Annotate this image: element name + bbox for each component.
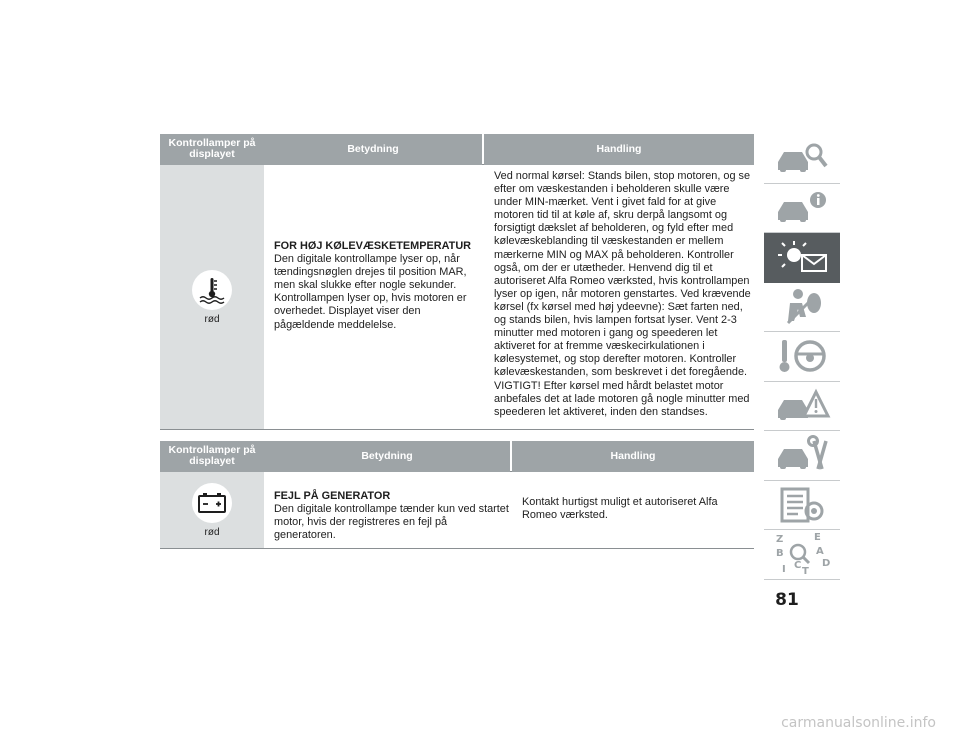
tab-car-info[interactable] bbox=[764, 184, 840, 234]
specifications-list-icon bbox=[768, 483, 836, 527]
tab-technical-data[interactable] bbox=[764, 481, 840, 531]
chapter-tabs bbox=[764, 134, 840, 580]
lamp-cell bbox=[160, 165, 264, 429]
index-letter: I bbox=[782, 564, 786, 576]
airbag-person-icon bbox=[768, 285, 836, 329]
tab-maintenance[interactable] bbox=[764, 431, 840, 481]
table-row bbox=[160, 165, 754, 430]
header-indicator: Kontrollamper på displayet bbox=[160, 441, 264, 472]
meaning-text: Den digitale kontrollampe lyser op, når tændingsnøglen drejes til position MAR, men skal slukke efter nogle sekunder. Kontrollampen lyser op, hvis motoren er overhedet. Displayet viser den pågældende meddelelse. bbox=[274, 253, 467, 331]
index-letter: C bbox=[794, 560, 802, 572]
action-cell: Ved normal kørsel: Stands bilen, stop motoren, og se efter om væskestanden i beholderen skulle være under MIN-mærket. Vent i givet fald for at give motoren tid til at køle af, skru derpå langsomt og forsigtigt dækslet af beholderen, og fyld efter med kølevæskeblanding til væskestanden er mellem mærkerne MIN og MAX på beholderen. Kontroller også, om der er utætheder. Henvend dig til et autoriseret Alfa Romeo værksted, hvis kontrollampen lyser op igen, når motoren genstartes. Ved krævende kørsel (fx kørsel med høj ydeevne): Sæt farten ned, og stands bilen, hvis lampen fortsat lyser. Vent 2-3 minutter med motoren i gang og speederen let aktiveret for at fremme væskecirkulationen i kølesystemet, og stop derefter motoren. Kontroller kølevæskestanden, som beskrevet i det foregående. VIGTIGT! Efter kørsel med hårdt belastet motor anbefales det at lade motoren gå nogle minutter med speederen let aktiveret, inden den standses. bbox=[494, 170, 751, 418]
header-action: Handling bbox=[512, 441, 754, 472]
tab-car-search[interactable] bbox=[764, 134, 840, 184]
index-letter: B bbox=[776, 548, 784, 560]
index-letter: T bbox=[802, 566, 809, 577]
lamp-badge bbox=[192, 270, 232, 310]
table-header bbox=[160, 134, 754, 165]
tab-index[interactable] bbox=[764, 530, 840, 580]
tab-warning-lights[interactable] bbox=[764, 233, 840, 283]
header-indicator: Kontrollamper på displayet bbox=[160, 134, 264, 165]
table-header bbox=[160, 441, 754, 472]
warning-lights-table-coolant bbox=[160, 134, 754, 430]
tab-safety[interactable] bbox=[764, 283, 840, 333]
tab-emergency[interactable] bbox=[764, 382, 840, 432]
meaning-cell bbox=[274, 490, 510, 542]
warning-lights-table-generator bbox=[160, 441, 754, 549]
car-wrench-icon bbox=[768, 433, 836, 477]
lamp-color-label: rød bbox=[204, 526, 220, 538]
index-letter: D bbox=[822, 558, 831, 570]
alphabetical-index-icon bbox=[768, 532, 836, 576]
index-letter: E bbox=[814, 532, 821, 544]
battery-icon bbox=[197, 491, 227, 515]
index-letter: A bbox=[816, 546, 824, 558]
meaning-title: FEJL PÅ GENERATOR bbox=[274, 490, 391, 502]
meaning-title: FOR HØJ KØLEVÆSKETEMPERATUR bbox=[274, 240, 472, 252]
car-info-icon bbox=[768, 186, 836, 230]
page-number: 81 bbox=[775, 590, 799, 610]
index-letter: Z bbox=[776, 534, 784, 546]
coolant-temperature-icon bbox=[197, 275, 227, 305]
table-row bbox=[160, 472, 754, 549]
car-warning-triangle-icon bbox=[768, 384, 836, 428]
car-search-icon bbox=[768, 136, 836, 180]
meaning-cell bbox=[274, 240, 484, 332]
lamp-cell bbox=[160, 472, 264, 548]
header-action: Handling bbox=[484, 134, 754, 165]
meaning-text: Den digitale kontrollampe tænder kun ved startet motor, hvis der registreres en fejl på generatoren. bbox=[274, 503, 509, 542]
warning-light-message-icon bbox=[768, 235, 836, 279]
header-meaning: Betydning bbox=[264, 441, 510, 472]
header-meaning: Betydning bbox=[264, 134, 482, 165]
watermark: carmanualsonline.info bbox=[781, 715, 936, 731]
lamp-badge bbox=[192, 483, 232, 523]
lamp-color-label: rød bbox=[204, 313, 220, 325]
steering-wheel-key-icon bbox=[768, 334, 836, 378]
tab-starting-driving[interactable] bbox=[764, 332, 840, 382]
action-cell: Kontakt hurtigst muligt et autoriseret Alfa Romeo værksted. bbox=[522, 496, 718, 522]
